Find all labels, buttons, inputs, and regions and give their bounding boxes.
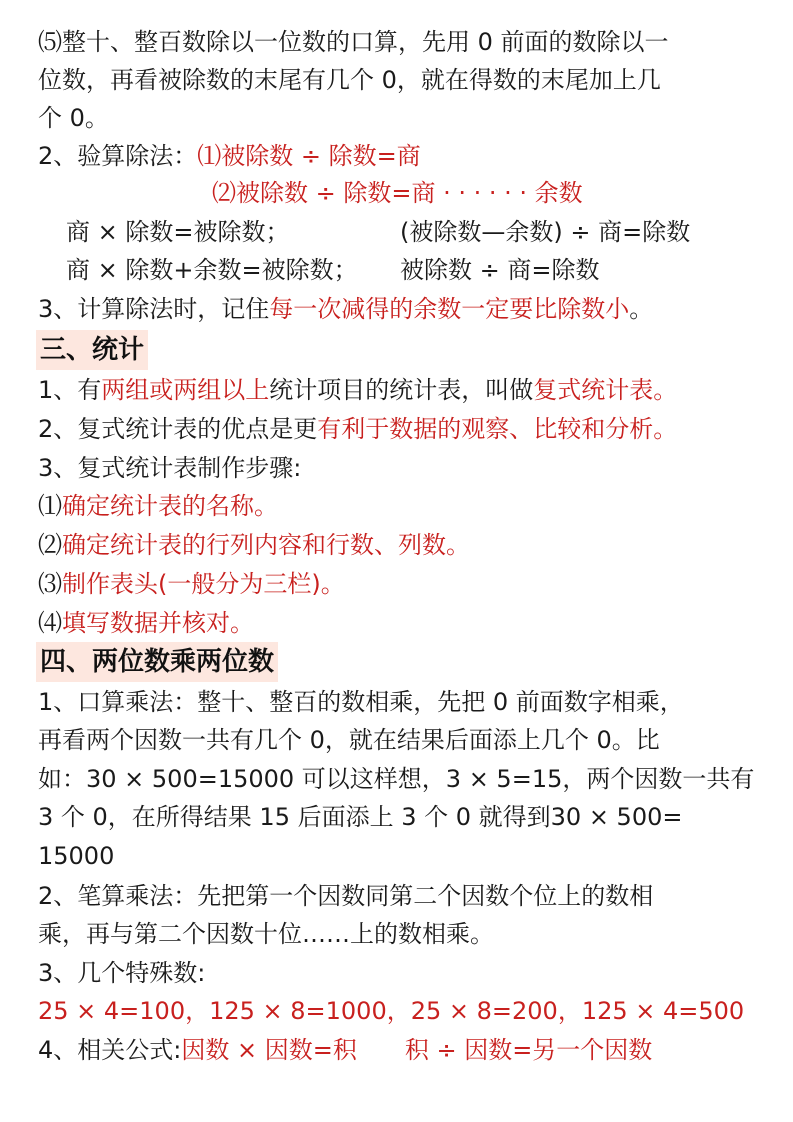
special-numbers-label: 3、几个特殊数: [38,959,206,987]
highlight-span: 因数 × 因数=积 积 ÷ 因数=另一个因数 [181,1036,653,1064]
formula-2: ⑵被除数 ÷ 除数=商 · · · · · · 余数 [212,179,583,207]
stats-line-2 [38,413,677,445]
step-text: 确定统计表的行列内容和行数、列数。 [62,531,470,559]
section-heading-multiplication: 四、两位数乘两位数 [36,642,278,682]
stats-line-3: 3、复式统计表制作步骤: [38,454,302,482]
formula-row-2a: 商 × 除数+余数=被除数； [66,256,358,284]
para-line: 如：30 × 500=15000 可以这样想，3 × 5=15，两个因数一共有 [38,765,755,793]
section-heading-statistics: 三、统计 [36,330,148,370]
step-number: ⑴ [38,492,62,520]
formula-1: ⑴被除数 ÷ 除数=商 [197,142,421,170]
formula-row-1b: (被除数—余数) ÷ 商=除数 [400,218,691,246]
text-span: 2、复式统计表的优点是更 [38,415,318,443]
para-line: 3 个 0，在所得结果 15 后面添上 3 个 0 就得到30 × 500= [38,803,683,831]
highlight-span: 有利于数据的观察、比较和分析。 [317,415,678,443]
highlight-span: 两组或两组以上 [101,376,270,404]
para-line: 乘，再与第二个因数十位……上的数相乘。 [38,920,494,948]
special-numbers: 25 × 4=100，125 × 8=1000，25 × 8=200，125 × 4=500 [38,997,745,1025]
para-line: 再看两个因数一共有几个 0，就在结果后面添上几个 0。比 [38,726,660,754]
text-span: 3、计算除法时，记住 [38,295,270,323]
highlight-span: 复式统计表。 [533,376,678,404]
step-item [38,490,278,522]
step-number: ⑶ [38,570,62,598]
text-span: 4、相关公式: [38,1036,182,1064]
text-span: 1、有 [38,376,102,404]
formula-row-1a: 商 × 除数=被除数； [66,218,290,246]
para-line: 15000 [38,842,115,870]
stats-line-1 [38,374,677,406]
highlight-span: 每一次减得的余数一定要比除数小 [269,295,630,323]
step-number: ⑵ [38,531,62,559]
check-division-line [38,140,421,172]
step-item [38,529,470,561]
step-number: ⑷ [38,609,62,637]
para-line: 位数，再看被除数的末尾有几个 0，就在得数的末尾加上几 [38,66,661,94]
para-line: 2、笔算乘法：先把第一个因数同第二个因数个位上的数相 [38,882,654,910]
para-line: 个 0。 [38,104,109,132]
remainder-rule-line [38,293,653,325]
step-text: 确定统计表的名称。 [62,492,278,520]
step-text: 制作表头(一般分为三栏)。 [62,570,345,598]
formula-line [38,1034,652,1066]
para-line: ⑸整十、整百数除以一位数的口算，先用 0 前面的数除以一 [38,28,669,56]
text-span: 统计项目的统计表，叫做 [269,376,534,404]
text-span: 。 [629,295,654,323]
step-item [38,568,345,600]
formula-row-2b: 被除数 ÷ 商=除数 [400,256,600,284]
item-label: 2、验算除法： [38,142,198,170]
para-line: 1、口算乘法：整十、整百的数相乘，先把 0 前面数字相乘， [38,688,684,716]
step-text: 填写数据并核对。 [62,609,254,637]
step-item [38,607,254,639]
